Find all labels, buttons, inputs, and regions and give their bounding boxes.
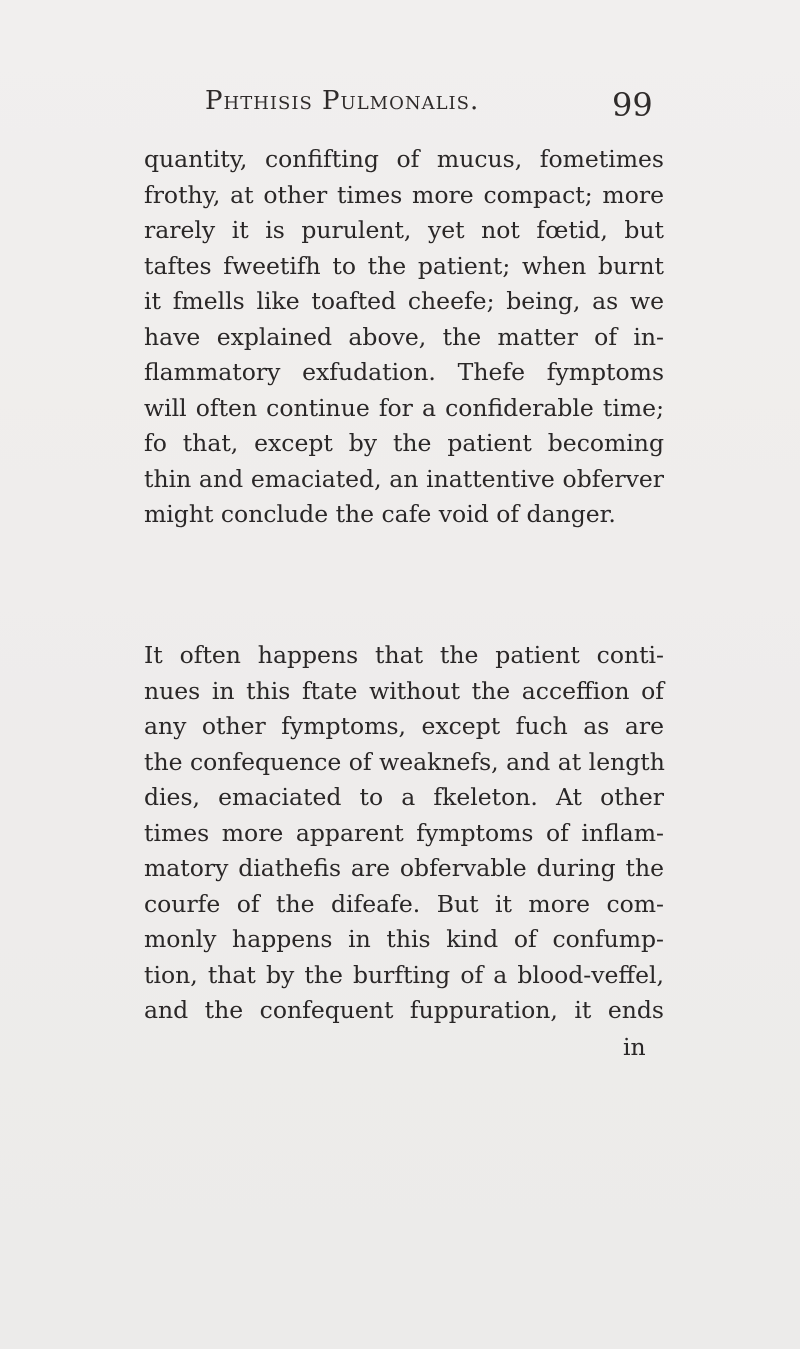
text-line: quantity, confifting of mucus, fometimes [144,145,664,173]
text-line: tion, that by the burfting of a blood-veffel, [144,960,664,989]
text-line: have explained above, the matter of in- [144,322,664,351]
text-line: and the confequent fuppuration, it ends [144,996,664,1024]
catchword: in [623,1033,646,1061]
text-line: frothy, at other times more compact; more [144,180,664,209]
text-line: will often continue for a confiderable time; [144,393,664,422]
page-number: 99 [612,86,653,124]
text-line: monly happens in this kind of confump- [144,925,664,953]
text-line: fo that, except by the patient becoming [144,429,664,457]
text-line: any other fymptoms, except fuch as are [144,712,664,740]
text-line: flammatory exfudation. Thefe fymptoms [144,358,664,386]
text-line: nues in this ftate without the acceffion of [144,676,664,705]
text-line: it fmells like toafted cheefe; being, as we [144,287,664,315]
paragraph-2 [144,638,664,1029]
paragraph-1 [144,142,664,533]
text-line: dies, emaciated to a fkeleton. At other [144,783,664,811]
text-line: might conclude the cafe void of danger. [144,500,616,528]
text-line: matory diathefis are obfervable during the [144,854,664,882]
text-line: courfe of the difeafe. But it more com- [144,889,664,918]
running-head: Phthisis Pulmonalis. [205,86,480,116]
text-line: times more apparent fymptoms of inflam- [144,818,664,847]
text-line: thin and emaciated, an inattentive obferver [144,464,664,493]
text-line: It often happens that the patient conti- [144,641,664,669]
text-line: the confequence of weaknefs, and at length [144,747,665,776]
text-line: taftes fweetifh to the patient; when burnt [144,251,664,280]
text-line: rarely it is purulent, yet not fœtid, but [144,216,664,244]
